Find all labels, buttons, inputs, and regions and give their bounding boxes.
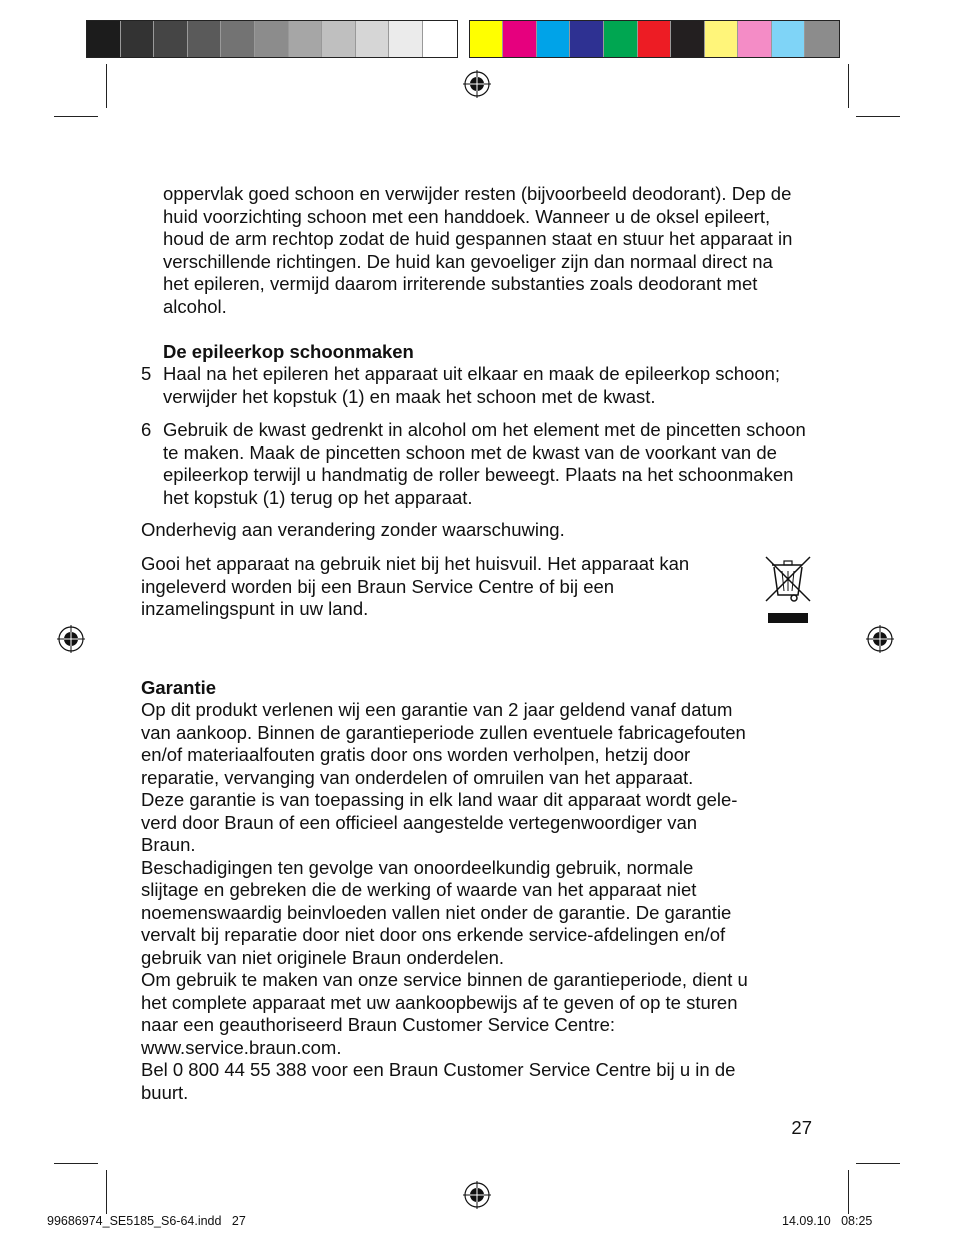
crossed-out-wheelie-bin-icon [764, 553, 812, 625]
crop-mark [54, 1163, 98, 1164]
warranty-line: naar een geauthoriseerd Braun Customer Service Centre: [141, 1014, 616, 1035]
disposal-notice: Gooi het apparaat na gebruik niet bij het huisvuil. Het apparaat kan ingeleverd worden bij een Braun Service Centre of bij een inzamelingspunt in uw land. [141, 553, 690, 619]
color-swatch [470, 21, 504, 57]
warranty-line: Deze garantie is van toepassing in elk land waar dit apparaat wordt gele- [141, 789, 738, 810]
gray-swatch [188, 21, 222, 57]
color-swatches [469, 20, 841, 58]
warranty-line: en/of materiaalfouten gratis door ons worden verholpen, hetzij door [141, 744, 691, 765]
gray-swatch [221, 21, 255, 57]
registration-mark-icon [57, 625, 85, 653]
crop-mark [848, 1170, 849, 1214]
warranty-line: Beschadigingen ten gevolge van onoordeelkundig gebruik, normale [141, 856, 694, 878]
section-heading-cleaning: De epileerkop schoonmaken [163, 341, 414, 362]
footer-file-info: 99686974_SE5185_S6-64.indd 27 [47, 1214, 246, 1228]
warranty-line: van aankoop. Binnen de garantieperiode zullen eventuele fabricagefouten [141, 721, 746, 743]
warranty-line: Op dit produkt verlenen wij een garantie van 2 jaar geldend vanaf datum [141, 699, 733, 720]
gray-swatch [289, 21, 323, 57]
change-notice: Onderhevig aan verandering zonder waarschuwing. [141, 519, 565, 540]
color-calibration-bar [86, 20, 840, 58]
gray-swatch [356, 21, 390, 57]
section-heading-warranty: Garantie [141, 677, 217, 698]
warranty-line: noemenswaardig beinvloeden vallen niet onder de garantie. De garantie [141, 901, 732, 923]
color-swatch [570, 21, 604, 57]
warranty-line: gebruik van niet originele Braun onderdelen. [141, 946, 505, 968]
color-swatch [604, 21, 638, 57]
gray-swatch [389, 21, 423, 57]
warranty-line: www.service.braun.com. [141, 1036, 342, 1058]
warranty-text [141, 699, 821, 1104]
crop-mark [106, 64, 107, 108]
registration-mark-icon [463, 1181, 491, 1209]
gray-swatch [255, 21, 289, 57]
crop-mark [54, 116, 98, 117]
color-swatch [503, 21, 537, 57]
grayscale-swatches [86, 20, 458, 58]
gray-swatch [121, 21, 155, 57]
gray-swatch [154, 21, 188, 57]
warranty-line: het complete apparaat met uw aankoopbewijs af te geven of op te sturen [141, 991, 738, 1013]
warranty-line: slijtage en gebreken die de werking of waarde van het apparaat niet [141, 879, 697, 900]
crop-mark [856, 116, 900, 117]
warranty-line: Om gebruik te maken van onze service binnen de garantieperiode, dient u [141, 969, 748, 990]
crop-mark [856, 1163, 900, 1164]
warranty-line: vervalt bij reparatie door niet door ons erkende service-afdelingen en/of [141, 924, 726, 945]
crop-mark [106, 1170, 107, 1214]
warranty-line: buurt. [141, 1081, 189, 1103]
list-item-number: 5 [141, 363, 152, 384]
warranty-line: reparatie, vervanging van onderdelen of omruilen van het apparaat. [141, 766, 694, 788]
gray-swatch [423, 21, 457, 57]
color-swatch [805, 21, 839, 57]
warranty-line: Bel 0 800 44 55 388 voor een Braun Customer Service Centre bij u in de [141, 1059, 736, 1080]
color-swatch [671, 21, 705, 57]
page-number: 27 [791, 1117, 812, 1138]
registration-mark-icon [866, 625, 894, 653]
color-swatch [738, 21, 772, 57]
gray-swatch [87, 21, 121, 57]
list-item-number: 6 [141, 419, 152, 440]
registration-mark-icon [463, 70, 491, 98]
warranty-line: Braun. [141, 834, 196, 855]
list-item-text: Haal na het epileren het apparaat uit elkaar en maak de epileerkop schoon; verwijder het kopstuk (1) en maak het schoon met de kwast. [163, 363, 781, 407]
crop-mark [848, 64, 849, 108]
color-swatch [772, 21, 806, 57]
list-item-text: Gebruik de kwast gedrenkt in alcohol om het element met de pincetten schoon te maken. Maak de pincetten schoon met de kwast van de voorkant van de epileerkop terwijl u handmatig de roller beweegt. Plaats na het schoonmaken het kopstuk (1) terug op het apparaat. [163, 419, 806, 508]
color-swatch [638, 21, 672, 57]
warranty-line: verd door Braun of een officieel aangestelde vertegenwoordiger van [141, 811, 698, 833]
gray-swatch [322, 21, 356, 57]
intro-paragraph: oppervlak goed schoon en verwijder resten (bijvoorbeeld deodorant). Dep de huid voorzichting schoon met een handdoek. Wanneer u de oksel epileert, houd de arm rechtop zodat de huid gespannen staat en stuur het apparaat in verschillende richtingen. De huid kan gevoeliger zijn dan normaal direct na het epileren, vermijd daarom irriterende substanties zoals deodorant met alcohol. [163, 183, 793, 317]
color-swatch [705, 21, 739, 57]
footer-date-time: 14.09.10 08:25 [782, 1214, 873, 1228]
color-swatch [537, 21, 571, 57]
